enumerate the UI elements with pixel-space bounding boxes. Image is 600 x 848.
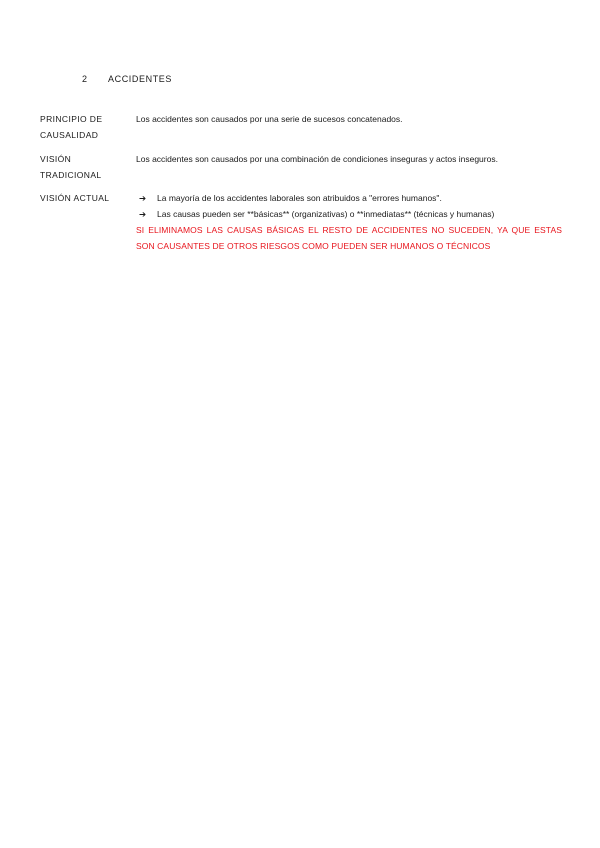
highlight-note: SI ELIMINAMOS LAS CAUSAS BÁSICAS EL RESTO DE ACCIDENTES NO SUCEDEN, YA QUE ESTAS SON CAUSANTES DE OTROS RIESGOS COMO PUEDEN SER HUMANOS O TÉCNICOS bbox=[136, 225, 562, 251]
row-text: Los accidentes son causados por una combinación de condiciones inseguras y actos inseguros. bbox=[136, 154, 498, 164]
bullet-list bbox=[136, 190, 562, 222]
arrow-right-icon: ➔ bbox=[139, 193, 147, 203]
row-label: VISIÓN ACTUAL bbox=[40, 193, 110, 203]
row-content bbox=[136, 190, 562, 254]
section-heading bbox=[82, 74, 172, 84]
row-text: Los accidentes son causados por una serie de sucesos concatenados. bbox=[136, 114, 403, 124]
list-item bbox=[136, 206, 562, 222]
list-item bbox=[136, 190, 562, 206]
section-number: 2 bbox=[82, 74, 88, 84]
row-label: PRINCIPIO DE CAUSALIDAD bbox=[40, 114, 103, 140]
bullet-text: La mayoría de los accidentes laborales son atribuidos a "errores humanos". bbox=[157, 193, 442, 203]
arrow-right-icon: ➔ bbox=[139, 209, 147, 219]
row-label: VISIÓN TRADICIONAL bbox=[40, 154, 102, 180]
bullet-text: Las causas pueden ser **básicas** (organizativas) o **inmediatas** (técnicas y humanas) bbox=[157, 209, 495, 219]
section-title: ACCIDENTES bbox=[108, 74, 173, 84]
